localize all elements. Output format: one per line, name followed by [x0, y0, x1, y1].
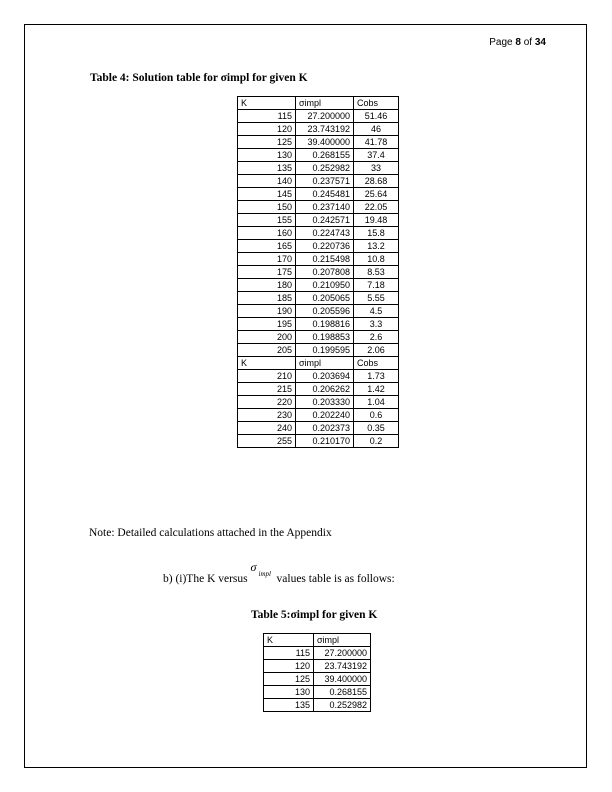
table-cell: 23.743192	[296, 123, 354, 136]
table-row	[238, 344, 399, 357]
table-cell: 0.245481	[296, 188, 354, 201]
table-cell: 41.78	[354, 136, 399, 149]
table-row	[238, 123, 399, 136]
table-cell: 0.237571	[296, 175, 354, 188]
table-cell: 160	[238, 227, 296, 240]
table-cell: 0.224743	[296, 227, 354, 240]
table-cell: 220	[238, 396, 296, 409]
table-row	[238, 253, 399, 266]
table-row	[238, 396, 399, 409]
page-number: Page 8 of 34	[489, 37, 546, 48]
table-cell: 205	[238, 344, 296, 357]
table-row	[264, 686, 371, 699]
table-cell: 135	[238, 162, 296, 175]
column-header: K	[238, 357, 296, 370]
table-cell: 0.237140	[296, 201, 354, 214]
table-cell: 0.268155	[314, 686, 371, 699]
table-row	[238, 188, 399, 201]
table-cell: 120	[238, 123, 296, 136]
appendix-note: Note: Detailed calculations attached in the Appendix	[89, 527, 332, 539]
table-cell: 130	[264, 686, 314, 699]
table-cell: 155	[238, 214, 296, 227]
table-cell: 0.242571	[296, 214, 354, 227]
table-cell: 27.200000	[314, 647, 371, 660]
table4	[237, 96, 399, 448]
table-row	[238, 292, 399, 305]
table-cell: 23.743192	[314, 660, 371, 673]
table-cell: 1.73	[354, 370, 399, 383]
table-cell: 0.198853	[296, 331, 354, 344]
table-cell: 180	[238, 279, 296, 292]
table-row	[238, 240, 399, 253]
table-cell: 39.400000	[296, 136, 354, 149]
table-cell: 140	[238, 175, 296, 188]
table-cell: 120	[264, 660, 314, 673]
table-cell: 165	[238, 240, 296, 253]
table-cell: 200	[238, 331, 296, 344]
table4-caption: Table 4: Solution table for σimpl for given K	[90, 72, 308, 84]
table-row	[238, 409, 399, 422]
table-header-row	[238, 357, 399, 370]
table-cell: 130	[238, 149, 296, 162]
table-cell: 0.202373	[296, 422, 354, 435]
column-header: σimpl	[314, 634, 371, 647]
table-cell: 0.203694	[296, 370, 354, 383]
table-cell: 115	[238, 110, 296, 123]
table-cell: 125	[238, 136, 296, 149]
table-cell: 0.207808	[296, 266, 354, 279]
table-row	[238, 175, 399, 188]
table-cell: 0.35	[354, 422, 399, 435]
table-cell: 0.252982	[296, 162, 354, 175]
table-cell: 33	[354, 162, 399, 175]
table-cell: 210	[238, 370, 296, 383]
table-row	[264, 647, 371, 660]
column-header: Cobs	[354, 357, 399, 370]
table-row	[238, 435, 399, 448]
table-cell: 230	[238, 409, 296, 422]
table-cell: 0.6	[354, 409, 399, 422]
table-cell: 0.2	[354, 435, 399, 448]
table-row	[264, 673, 371, 686]
table-cell: 8.53	[354, 266, 399, 279]
table-row	[238, 318, 399, 331]
table-cell: 0.206262	[296, 383, 354, 396]
table-cell: 150	[238, 201, 296, 214]
table-cell: 0.199595	[296, 344, 354, 357]
table-header-row	[238, 97, 399, 110]
table-cell: 25.64	[354, 188, 399, 201]
table-cell: 0.203330	[296, 396, 354, 409]
part-b-paragraph: b) (i)The K versus σ impl values table is as follows:	[163, 560, 395, 585]
table-cell: 51.46	[354, 110, 399, 123]
table-cell: 4.5	[354, 305, 399, 318]
table-row	[238, 201, 399, 214]
table-cell: 145	[238, 188, 296, 201]
table-cell: 10.8	[354, 253, 399, 266]
table-cell: 13.2	[354, 240, 399, 253]
table-cell: 0.215498	[296, 253, 354, 266]
table-cell: 27.200000	[296, 110, 354, 123]
table-cell: 0.202240	[296, 409, 354, 422]
table-cell: 2.6	[354, 331, 399, 344]
table-cell: 240	[238, 422, 296, 435]
table-cell: 7.18	[354, 279, 399, 292]
table-row	[238, 110, 399, 123]
table-cell: 1.04	[354, 396, 399, 409]
table-cell: 0.210950	[296, 279, 354, 292]
table5	[263, 633, 371, 712]
table-row	[238, 305, 399, 318]
table-cell: 195	[238, 318, 296, 331]
table-cell: 115	[264, 647, 314, 660]
table-cell: 37.4	[354, 149, 399, 162]
table-row	[238, 331, 399, 344]
table-row	[238, 266, 399, 279]
table-row	[238, 422, 399, 435]
table-cell: 39.400000	[314, 673, 371, 686]
table-row	[238, 136, 399, 149]
table-cell: 0.268155	[296, 149, 354, 162]
table-cell: 5.55	[354, 292, 399, 305]
column-header: K	[238, 97, 296, 110]
table-cell: 1.42	[354, 383, 399, 396]
table-cell: 46	[354, 123, 399, 136]
table-cell: 0.252982	[314, 699, 371, 712]
table-row	[264, 660, 371, 673]
table-cell: 135	[264, 699, 314, 712]
table-cell: 19.48	[354, 214, 399, 227]
table5-caption: Table 5:σimpl for given K	[251, 609, 378, 621]
table-cell: 185	[238, 292, 296, 305]
table-row	[238, 383, 399, 396]
table-row	[238, 370, 399, 383]
column-header: σimpl	[296, 97, 354, 110]
table-cell: 28.68	[354, 175, 399, 188]
table-cell: 0.205596	[296, 305, 354, 318]
table-cell: 0.205065	[296, 292, 354, 305]
table-cell: 0.198816	[296, 318, 354, 331]
column-header: K	[264, 634, 314, 647]
table-cell: 170	[238, 253, 296, 266]
table-cell: 175	[238, 266, 296, 279]
table-cell: 125	[264, 673, 314, 686]
column-header: Cobs	[354, 97, 399, 110]
column-header: σimpl	[296, 357, 354, 370]
table-cell: 0.210170	[296, 435, 354, 448]
table-cell: 2.06	[354, 344, 399, 357]
table-cell: 255	[238, 435, 296, 448]
table-cell: 3.3	[354, 318, 399, 331]
table-row	[238, 214, 399, 227]
table-cell: 190	[238, 305, 296, 318]
table-header-row	[264, 634, 371, 647]
table-cell: 15.8	[354, 227, 399, 240]
table-row	[238, 279, 399, 292]
table-row	[238, 162, 399, 175]
table-row	[238, 149, 399, 162]
table-row	[264, 699, 371, 712]
table-cell: 215	[238, 383, 296, 396]
table-cell: 22.05	[354, 201, 399, 214]
table-cell: 0.220736	[296, 240, 354, 253]
sigma-impl-symbol: σ impl	[250, 560, 271, 578]
table-row	[238, 227, 399, 240]
